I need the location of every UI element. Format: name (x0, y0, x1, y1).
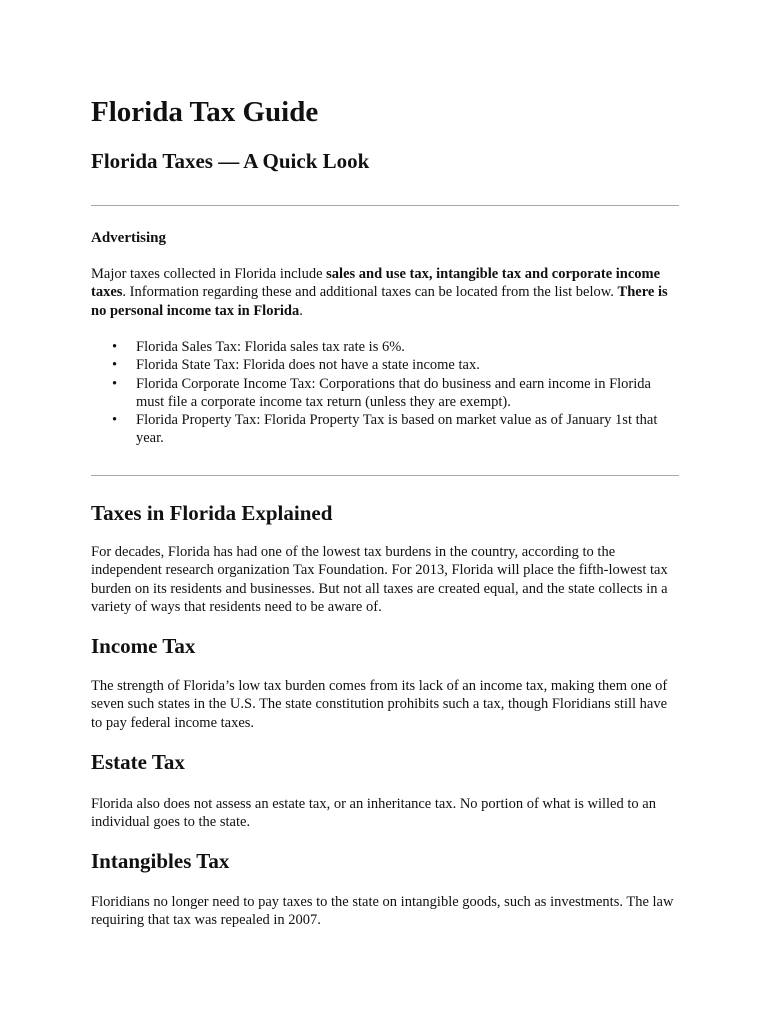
divider (91, 205, 679, 206)
advertising-label: Advertising (91, 230, 166, 246)
section-heading-intangibles-tax: Intangibles Tax (91, 849, 230, 873)
page-title: Florida Tax Guide (91, 96, 319, 128)
intro-text: Major taxes collected in Florida include (91, 266, 327, 282)
list-item-text: Florida Sales Tax: Florida sales tax rate is 6%. (136, 339, 405, 355)
intro-paragraph (91, 265, 679, 320)
page-subtitle: Florida Taxes — A Quick Look (91, 149, 370, 173)
divider (91, 475, 679, 476)
section-heading-estate-tax: Estate Tax (91, 750, 185, 774)
intro-text: . (299, 302, 303, 319)
list-item (112, 375, 679, 412)
section-body-estate-tax: Florida also does not assess an estate tax, or an inheritance tax. No portion of what is willed to an individual goes to the state. (91, 796, 656, 831)
bullet-icon: • (112, 339, 118, 355)
section-body-intangibles-tax: Floridians no longer need to pay taxes to the state on intangible goods, such as investments. The law requiring that tax was repealed in 2007. (91, 894, 674, 929)
intro-bold-no-income-tax: There is no personal income tax in Florida (91, 284, 668, 319)
list-item-text: Florida Property Tax: Florida Property Tax is based on market value as of January 1st that year. (136, 412, 658, 447)
list-item (112, 338, 679, 356)
bullet-icon: • (112, 375, 118, 392)
list-item (112, 356, 679, 374)
list-item (112, 411, 679, 448)
bullet-icon: • (112, 357, 118, 374)
list-item-text: Florida Corporate Income Tax: Corporations that do business and earn income in Florida must file a corporate income tax return (unless they are exempt). (136, 375, 651, 410)
section-heading-income-tax: Income Tax (91, 634, 196, 658)
intro-text: . Information regarding these and additional taxes can be located from the list below. (122, 284, 618, 301)
tax-list (91, 338, 679, 448)
section-body-income-tax: The strength of Florida’s low tax burden comes from its lack of an income tax, making them one of seven such states in the U.S. The state constitution prohibits such a tax, though Floridians still have to pay federal income taxes. (91, 678, 668, 731)
intro-bold-taxes: sales and use tax, intangible tax and corporate income taxes (91, 266, 661, 301)
section-heading-explained: Taxes in Florida Explained (91, 501, 333, 525)
bullet-icon: • (112, 412, 118, 429)
list-item-text: Florida State Tax: Florida does not have a state income tax. (136, 357, 480, 374)
section-body-explained: For decades, Florida has had one of the lowest tax burdens in the country, according to the independent research organization Tax Foundation. For 2013, Florida will place the fifth-lowest tax burden on its residents and businesses. But not all taxes are created equal, and the state collects in a variety of ways that residents need to be aware of. (91, 544, 668, 615)
